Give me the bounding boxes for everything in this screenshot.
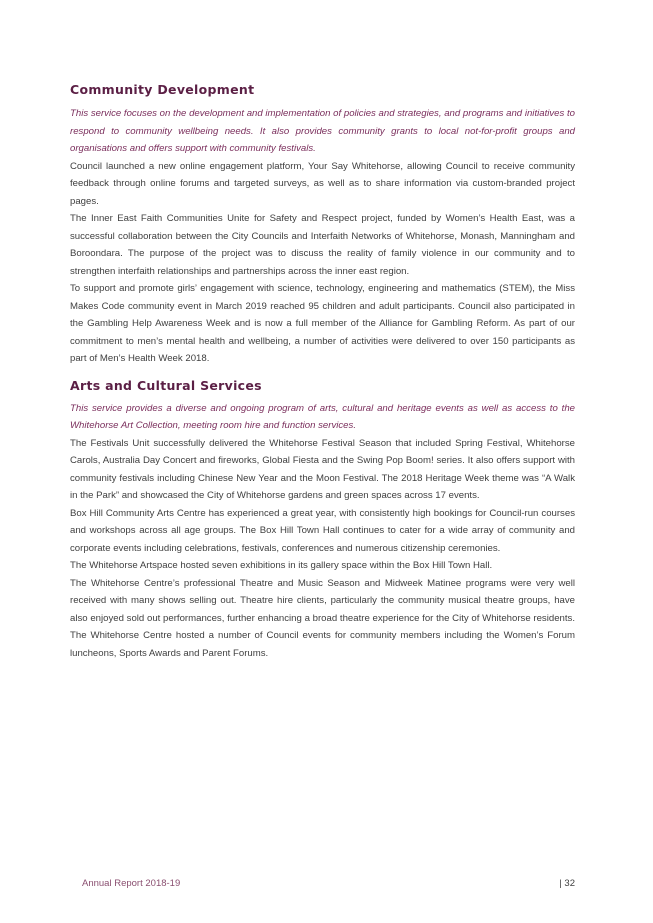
paragraph: The Whitehorse Centre’s professional Theatre and Music Season and Midweek Matinee programs were very well received with many shows selling out. Theatre hire clients, particularly the community musical theatre groups, have also enjoyed sold out performances, further enhancing a broad theatre experience for the City of Whitehorse residents. The Whitehorse Centre hosted a number of Council events for community members including the Women’s Forum luncheons, Sports Awards and Parent Forums. [70, 577, 575, 659]
paragraph: To support and promote girls’ engagement with science, technology, engineering and mathematics (STEM), the Miss Makes Code community event in March 2019 reached 95 children and adult participants. Council also participated in the Gambling Help Awareness Week and is now a full member of the Alliance for Gambling Reform. As part of our commitment to men’s mental health and wellbeing, a number of activities were delivered to over 150 participants as part of Men’s Health Week 2018. [70, 283, 575, 364]
section-intro-arts-cultural: This service provides a diverse and ongoing program of arts, cultural and heritage events as well as access to the Whitehorse Art Collection, meeting room hire and function services. [70, 402, 575, 431]
footer-page-number: | 32 [559, 878, 575, 889]
paragraph: The Festivals Unit successfully delivered the Whitehorse Festival Season that included Spring Festival, Whitehorse Carols, Australia Day Concert and fireworks, Global Fiesta and the Swing Pop Boom! series. It also offers support with community festivals including Chinese New Year and the Moon Festival. The 2018 Heritage Week theme was “A Walk in the Park” and showcased the City of Whitehorse gardens and green spaces across 17 events. [70, 437, 575, 501]
paragraph: Council launched a new online engagement platform, Your Say Whitehorse, allowing Council to receive community feedback through online forums and targeted surveys, as well as to share information via custom-branded project pages. [70, 160, 575, 207]
section-intro-community-development: This service focuses on the development and implementation of policies and strategies, and programs and initiatives to respond to community wellbeing needs. It also provides community grants to local not-for-profit groups and organisations and offers support with community festivals. [70, 108, 575, 154]
footer-report-title: Annual Report 2018-19 [82, 878, 181, 889]
paragraph: The Whitehorse Artspace hosted seven exhibitions in its gallery space within the Box Hill Town Hall. [70, 560, 493, 571]
paragraph: Box Hill Community Arts Centre has experienced a great year, with consistently high bookings for Council-run courses and workshops across all age groups. The Box Hill Town Hall continues to cater for a wide array of community and corporate events including celebrations, festivals, conferences and numerous citizenship ceremonies. [70, 507, 575, 554]
paragraph: The Inner East Faith Communities Unite for Safety and Respect project, funded by Women’s Health East, was a successful collaboration between the City Councils and Interfaith Networks of Whitehorse, Monash, Manningham and Boroondara. The purpose of the project was to discuss the reality of family violence in our community and to strengthen interfaith relationships and partnerships across the inner east region. [70, 213, 575, 277]
page-content [70, 78, 575, 662]
section-title-community-development: Community Development [70, 82, 255, 97]
page-footer [82, 878, 575, 892]
section-title-arts-cultural: Arts and Cultural Services [70, 377, 262, 393]
